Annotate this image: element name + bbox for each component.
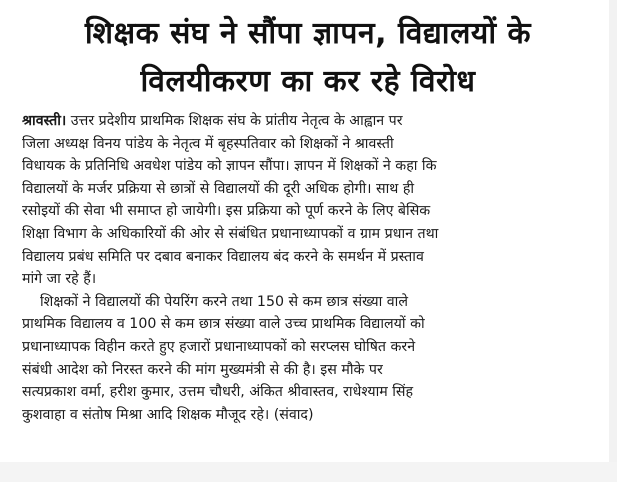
- headline-line-1: शिक्षक संघ ने सौंपा ज्ञापन, विद्यालयों के: [84, 16, 532, 51]
- article-line: जिला अध्यक्ष विनय पांडेय के नेतृत्व में बृहस्पतिवार को शिक्षकों ने श्रावस्ती: [22, 135, 394, 152]
- article-line: विद्यालय प्रबंध समिति पर दबाव बनाकर विद्यालय बंद करने के समर्थन में प्रस्ताव: [22, 248, 424, 265]
- page-bottom-margin: [0, 462, 617, 482]
- article-line: रसोइयों की सेवा भी समाप्त हो जायेगी। इस प्रक्रिया को पूर्ण करने के लिए बेसिक: [22, 203, 431, 220]
- article-line: मांगे जा रहे हैं।: [22, 271, 97, 288]
- article-line: सत्यप्रकाश वर्मा, हरीश कुमार, उत्तम चौधरी, अंकित श्रीवास्तव, राधेश्याम सिंह: [22, 384, 414, 401]
- article-line: प्रधानाध्यापक विहीन करते हुए हजारों प्रधानाध्यापकों को सरप्लस घोषित करने: [22, 338, 416, 355]
- dateline: श्रावस्ती।: [22, 113, 67, 129]
- article-body: [22, 110, 594, 426]
- article-line: शिक्षा विभाग के अधिकारियों की ओर से संबंधित प्रधानाध्यापकों व ग्राम प्रधान तथा: [22, 225, 439, 242]
- article-line: प्राथमिक विद्यालय व 100 से कम छात्र संख्या वाले उच्च प्राथमिक विद्यालयों को: [22, 316, 425, 333]
- article-line-text: उत्तर प्रदेशीय प्राथमिक शिक्षक संघ के प्रांतीय नेतृत्व के आह्वान पर: [66, 113, 403, 129]
- article-line: विद्यालयों के मर्जर प्रक्रिया से छात्रों से विद्यालयों की दूरी अधिक होगी। साथ ही: [22, 180, 415, 197]
- headline: [18, 10, 598, 106]
- article-line: कुशवाहा व संतोष मिश्रा आदि शिक्षक मौजूद रहे। (संवाद): [22, 406, 314, 423]
- article-line: [22, 110, 594, 133]
- headline-line-2: विलयीकरण का कर रहे विरोध: [140, 64, 476, 99]
- article-line: विधायक के प्रतिनिधि अवधेश पांडेय को ज्ञापन सौंपा। ज्ञापन में शिक्षकों ने कहा कि: [22, 158, 437, 175]
- article-line: शिक्षकों ने विद्यालयों की पेयरिंग करने तथा 150 से कम छात्र संख्या वाले: [40, 293, 408, 310]
- article-line: संबंधी आदेश को निरस्त करने की मांग मुख्यमंत्री से की है। इस मौके पर: [22, 361, 383, 378]
- page-edge-shadow: [609, 0, 617, 482]
